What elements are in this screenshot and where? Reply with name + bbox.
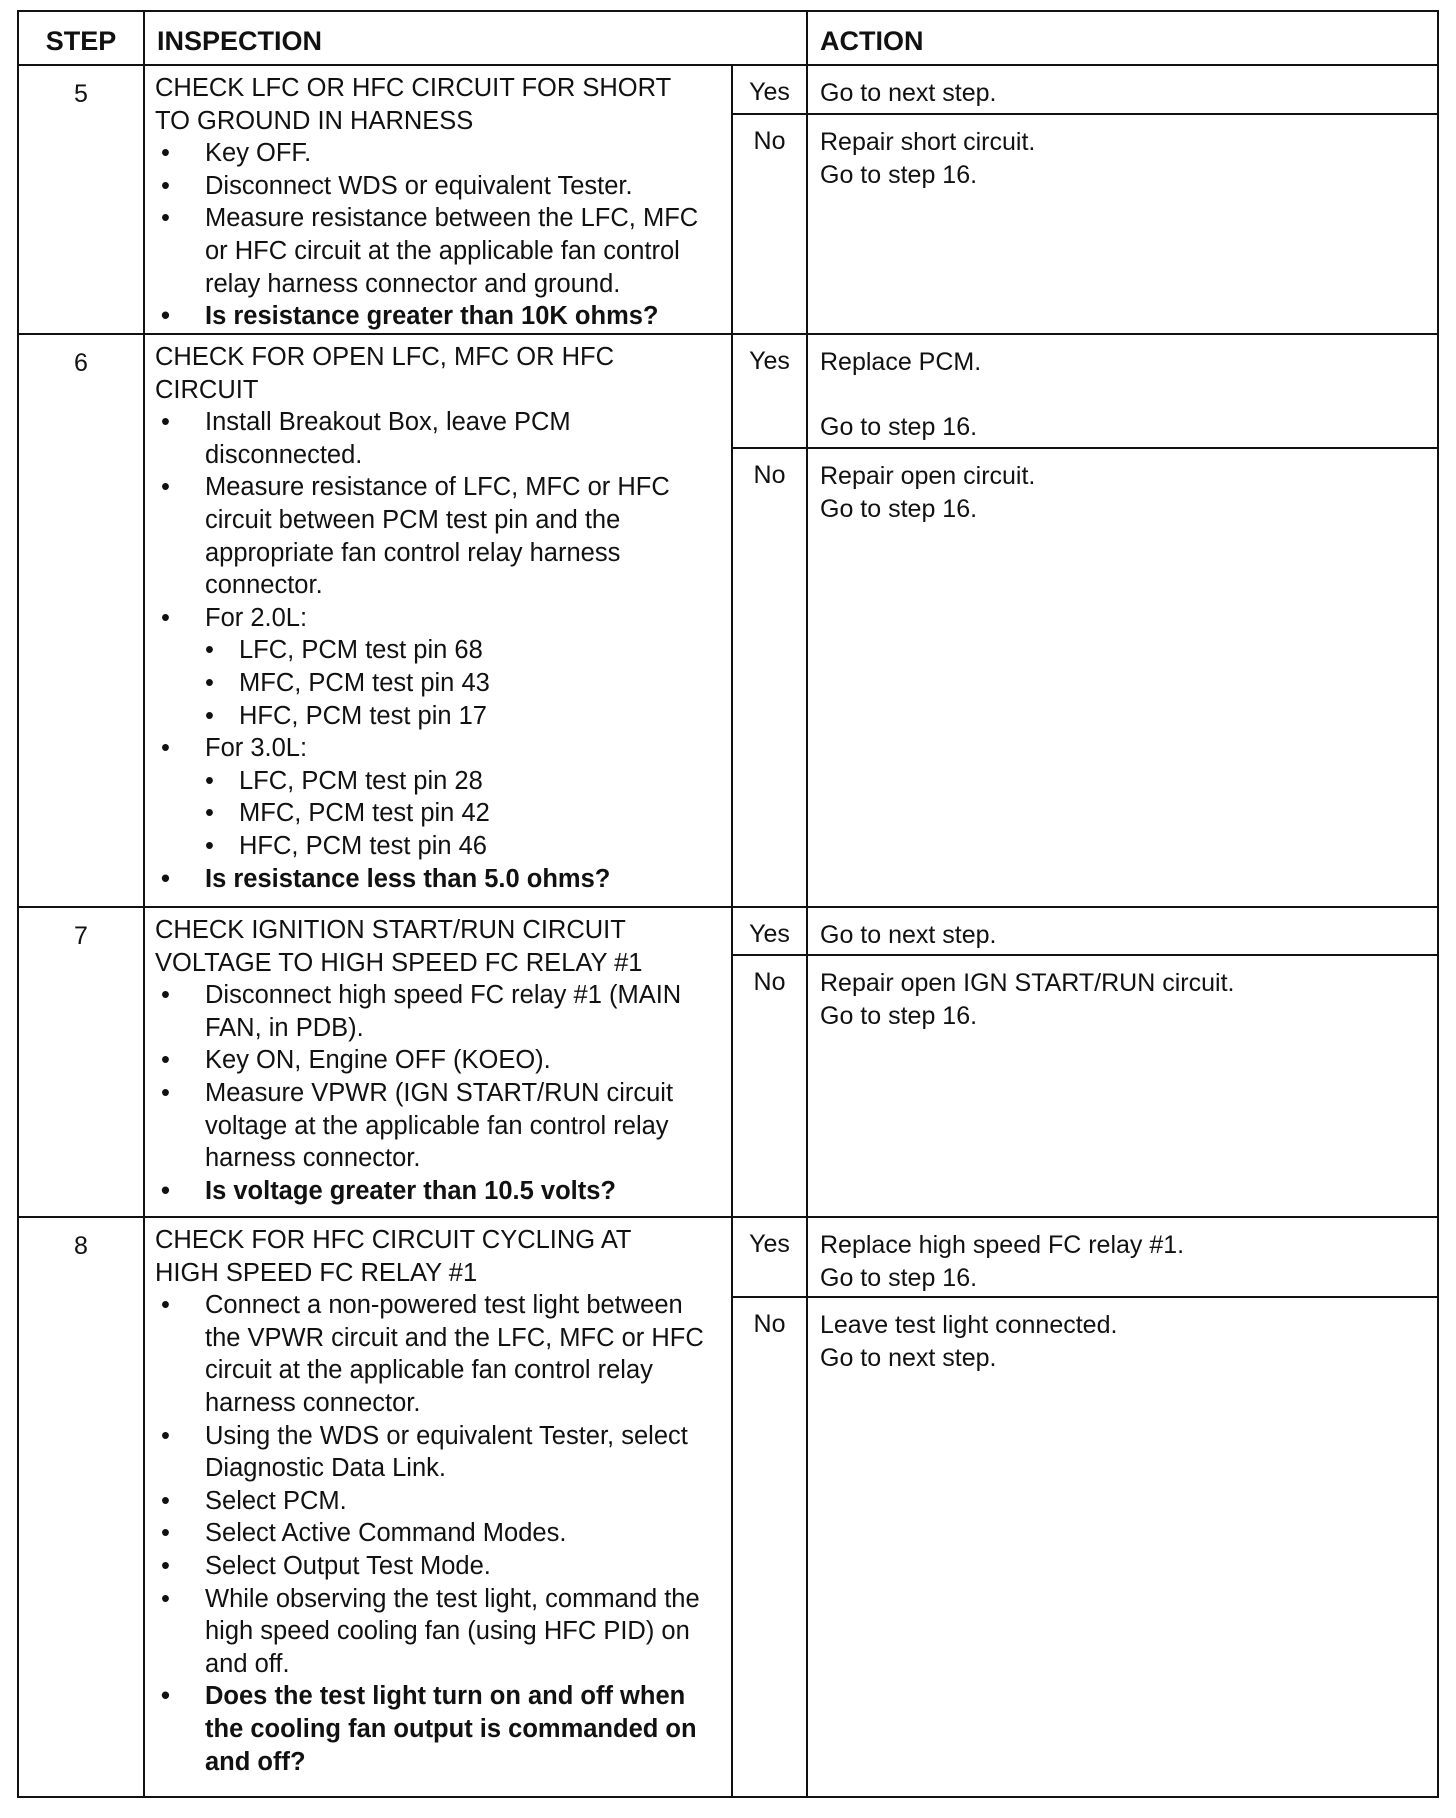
list-item: • Disconnect high speed FC relay #1 (MAIN FAN, in PDB). xyxy=(155,979,721,1044)
sub-list-item: • HFC, PCM test pin 17 xyxy=(205,700,721,733)
group-label: For 2.0L: xyxy=(205,603,308,632)
action-line: Go to step 16. xyxy=(820,413,978,441)
list-item: • Using the WDS or equivalent Tester, select Diagnostic Data Link. xyxy=(155,1420,721,1485)
list-item: • Connect a non-powered test light between the VPWR circuit and the LFC, MFC or HFC circuit at the applicable fan control relay harness connector. xyxy=(155,1289,721,1419)
inspection-cell xyxy=(144,334,732,907)
action-header: ACTION xyxy=(807,11,1438,65)
title-line: CIRCUIT xyxy=(155,375,259,404)
table-row xyxy=(18,65,1438,114)
no-label: No xyxy=(732,448,807,907)
list-item: • Select PCM. xyxy=(155,1485,721,1518)
action-line: Repair open circuit. xyxy=(820,462,1036,490)
inspection-cell xyxy=(144,65,732,334)
list-item: • Select Output Test Mode. xyxy=(155,1550,721,1583)
action-line: Go to next step. xyxy=(820,1344,997,1372)
inspection-cell xyxy=(144,907,732,1217)
list-item: • While observing the test light, command the high speed cooling fan (using HFC PID) on and off. xyxy=(155,1583,721,1681)
inspection-cell xyxy=(144,1217,732,1797)
group-label: For 3.0L: xyxy=(205,734,308,763)
action-line: Go to step 16. xyxy=(820,161,978,189)
table-row xyxy=(18,907,1438,955)
inspection-question: • Is resistance greater than 10K ohms? xyxy=(155,300,721,333)
step-number: 7 xyxy=(18,907,144,1217)
title-line: CHECK LFC OR HFC CIRCUIT FOR SHORT xyxy=(155,74,672,102)
inspection-steps xyxy=(155,979,721,1207)
no-action xyxy=(807,114,1438,334)
list-item: • Select Active Command Modes. xyxy=(155,1517,721,1550)
sub-list-item: • MFC, PCM test pin 42 xyxy=(205,797,721,830)
inspection-question: • Is voltage greater than 10.5 volts? xyxy=(155,1175,721,1208)
inspection-header: INSPECTION xyxy=(144,11,807,65)
sub-list xyxy=(205,634,721,732)
action-line: Go to next step. xyxy=(820,79,997,107)
inspection-question: • Is resistance less than 5.0 ohms? xyxy=(155,863,721,896)
no-label: No xyxy=(732,114,807,334)
action-line: Repair open IGN START/RUN circuit. xyxy=(820,969,1235,997)
action-line: Go to step 16. xyxy=(820,1264,978,1292)
list-item: • Key ON, Engine OFF (KOEO). xyxy=(155,1044,721,1077)
title-line: CHECK FOR HFC CIRCUIT CYCLING AT xyxy=(155,1226,632,1254)
inspection-title xyxy=(155,72,721,137)
list-item: • Measure resistance between the LFC, MFC or HFC circuit at the applicable fan control relay harness connector and ground. xyxy=(155,202,721,300)
action-line: Leave test light connected. xyxy=(820,1311,1118,1339)
no-action xyxy=(807,448,1438,907)
yes-label: Yes xyxy=(732,334,807,448)
sub-list xyxy=(205,765,721,863)
action-line: Repair short circuit. xyxy=(820,128,1036,156)
list-item: • Measure resistance of LFC, MFC or HFC circuit between PCM test pin and the appropriate fan control relay harness connector. xyxy=(155,471,721,601)
action-line: Replace high speed FC relay #1. xyxy=(820,1231,1185,1259)
step-number: 6 xyxy=(18,334,144,907)
sub-list-item: • LFC, PCM test pin 28 xyxy=(205,765,721,798)
list-item xyxy=(155,732,721,862)
list-item: • Disconnect WDS or equivalent Tester. xyxy=(155,170,721,203)
no-label: No xyxy=(732,955,807,1217)
inspection-title xyxy=(155,1224,721,1289)
inspection-steps xyxy=(155,406,721,895)
table-row xyxy=(18,1217,1438,1297)
yes-action xyxy=(807,907,1438,955)
yes-label: Yes xyxy=(732,1217,807,1297)
action-line: Go to step 16. xyxy=(820,1002,978,1030)
list-item: • Key OFF. xyxy=(155,137,721,170)
title-line: TO GROUND IN HARNESS xyxy=(155,106,474,135)
title-line: VOLTAGE TO HIGH SPEED FC RELAY #1 xyxy=(155,948,643,977)
action-line: Go to next step. xyxy=(820,921,997,949)
no-action xyxy=(807,955,1438,1217)
no-action xyxy=(807,1297,1438,1797)
action-line: Go to step 16. xyxy=(820,495,978,523)
list-item: • Measure VPWR (IGN START/RUN circuit voltage at the applicable fan control relay harness connector. xyxy=(155,1077,721,1175)
no-label: No xyxy=(732,1297,807,1797)
inspection-title xyxy=(155,914,721,979)
title-line: CHECK IGNITION START/RUN CIRCUIT xyxy=(155,916,626,944)
step-number: 5 xyxy=(18,65,144,334)
yes-label: Yes xyxy=(732,65,807,114)
sub-list-item: • LFC, PCM test pin 68 xyxy=(205,634,721,667)
sub-list-item: • MFC, PCM test pin 43 xyxy=(205,667,721,700)
yes-action xyxy=(807,1217,1438,1297)
list-item xyxy=(155,602,721,732)
list-item: • Install Breakout Box, leave PCM disconnected. xyxy=(155,406,721,471)
yes-action xyxy=(807,65,1438,114)
inspection-question: • Does the test light turn on and off when the cooling fan output is commanded on and off? xyxy=(155,1680,721,1778)
title-line: HIGH SPEED FC RELAY #1 xyxy=(155,1258,478,1287)
inspection-steps xyxy=(155,137,721,333)
sub-list-item: • HFC, PCM test pin 46 xyxy=(205,830,721,863)
title-line: CHECK FOR OPEN LFC, MFC OR HFC xyxy=(155,343,615,371)
header-row xyxy=(18,11,1438,65)
inspection-title xyxy=(155,341,721,406)
yes-action xyxy=(807,334,1438,448)
action-line: Replace PCM. xyxy=(820,348,982,376)
inspection-steps xyxy=(155,1289,721,1778)
table-row xyxy=(18,334,1438,448)
step-number: 8 xyxy=(18,1217,144,1797)
yes-label: Yes xyxy=(732,907,807,955)
step-header: STEP xyxy=(18,11,144,65)
diagnostic-table xyxy=(17,10,1439,1798)
